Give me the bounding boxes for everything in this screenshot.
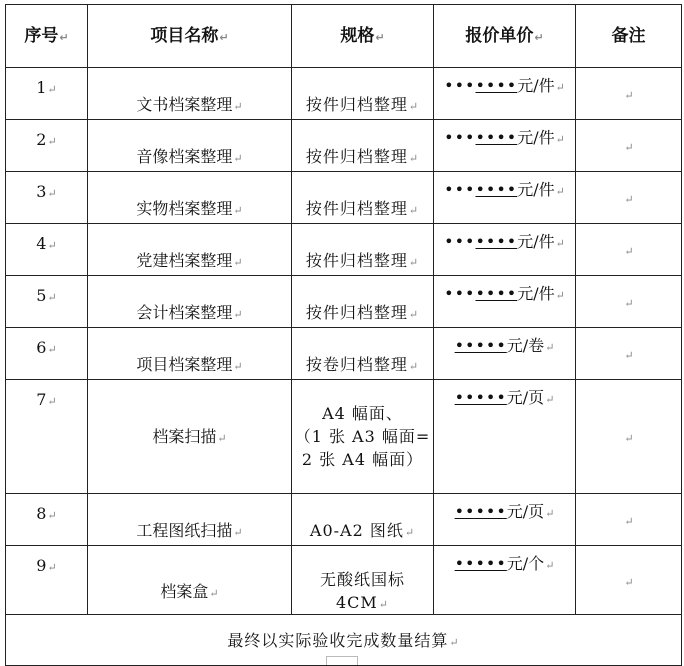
price-unit: 元/个 [506,554,545,573]
price-dots: ••• [444,232,476,251]
table-row [6,328,682,380]
price-unit: 元/件 [517,76,555,95]
note-cell: ↵ [576,68,682,120]
spec-cell: 按件归档整理↵ [292,276,434,328]
price-blank: •••• [475,180,518,199]
item-name: 文书档案整理↵ [88,68,292,120]
price-blank: ••••• [454,502,507,521]
note-cell: ↵ [576,380,682,494]
item-name: 项目档案整理↵ [88,328,292,380]
price-unit: 元/页 [506,388,545,407]
price-blank: ••••• [454,336,507,355]
spec-cell: A0-A2 图纸↵ [292,494,434,546]
item-name: 工程图纸扫描↵ [88,494,292,546]
header-name: 项目名称↵ [88,5,292,68]
spec-cell: 无酸纸国标 4CM↵ [292,546,434,615]
price-dots: ••• [444,128,476,147]
price-unit: 元/件 [517,232,555,251]
footer-note: 最终以实际验收完成数量结算↵ [6,615,682,666]
row-number: 6↵ [6,328,88,380]
price-dots: ••• [444,180,476,199]
spec-line: 2 张 A4 幅面） [301,450,424,470]
note-cell: ↵ [576,172,682,224]
spec-cell: 按卷归档整理↵ [292,328,434,380]
price-cell: •••••••元/件↵ [434,224,576,276]
row-number: 5↵ [6,276,88,328]
row-number: 7↵ [6,380,88,494]
spec-line: （1 张 A3 幅面= [294,426,431,446]
table-row [6,68,682,120]
price-table [5,4,682,666]
price-unit: 元/件 [517,284,555,303]
table-row [6,224,682,276]
table-row [6,276,682,328]
price-blank: ••••• [454,554,507,573]
note-cell: ↵ [576,494,682,546]
row-number: 3↵ [6,172,88,224]
header-note: 备注 [576,5,682,68]
spec-cell: 按件归档整理↵ [292,120,434,172]
item-name: 档案扫描↵ [88,380,292,494]
item-name: 实物档案整理↵ [88,172,292,224]
row-number: 9↵ [6,546,88,615]
row-number: 2↵ [6,120,88,172]
table-row [6,546,682,615]
price-unit: 元/件 [517,128,555,147]
spec-cell: 按件归档整理↵ [292,224,434,276]
row-number: 8↵ [6,494,88,546]
price-cell: •••••元/个↵ [434,546,576,615]
header-spec: 规格↵ [292,5,434,68]
note-cell: ↵ [576,120,682,172]
price-blank: •••• [475,76,518,95]
note-cell: ↵ [576,276,682,328]
price-dots: ••• [444,284,476,303]
price-cell: •••••••元/件↵ [434,276,576,328]
table-row [6,380,682,494]
row-number: 1↵ [6,68,88,120]
price-cell: •••••••元/件↵ [434,172,576,224]
table-row [6,172,682,224]
header-row [6,5,682,68]
table-row [6,494,682,546]
row-number: 4↵ [6,224,88,276]
price-blank: •••• [475,284,518,303]
item-name: 党建档案整理↵ [88,224,292,276]
note-cell: ↵ [576,328,682,380]
spec-cell: 按件归档整理↵ [292,68,434,120]
price-cell: •••••元/卷↵ [434,328,576,380]
item-name: 档案盒↵ [88,546,292,615]
item-name: 音像档案整理↵ [88,120,292,172]
spec-cell [292,380,434,494]
note-cell: ↵ [576,546,682,615]
price-unit: 元/件 [517,180,555,199]
header-price: 报价单价↵ [434,5,576,68]
item-name: 会计档案整理↵ [88,276,292,328]
spec-line: A4 幅面、 [322,403,403,423]
header-num: 序号↵ [6,5,88,68]
price-blank: •••• [475,128,518,147]
table-row [6,120,682,172]
price-blank: ••••• [454,388,507,407]
price-cell: •••••元/页↵ [434,494,576,546]
spec-cell: 按件归档整理↵ [292,172,434,224]
note-cell: ↵ [576,224,682,276]
price-unit: 元/页 [506,502,545,521]
price-cell: •••••••元/件↵ [434,120,576,172]
price-cell: •••••••元/件↵ [434,68,576,120]
price-cell: •••••元/页↵ [434,380,576,494]
price-unit: 元/卷 [506,336,545,355]
price-dots: ••• [444,76,476,95]
price-blank: •••• [475,232,518,251]
